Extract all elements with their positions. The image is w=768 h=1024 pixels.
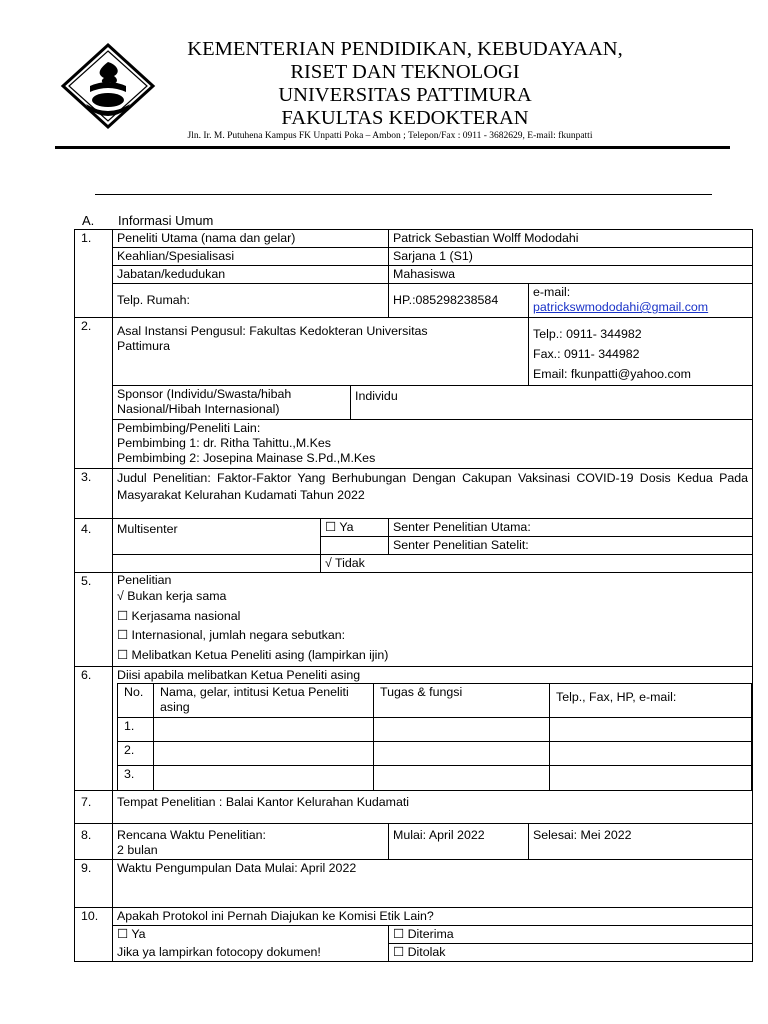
row-number: 8. (75, 824, 113, 860)
jabatan-label: Jabatan/kedudukan (113, 266, 389, 284)
waktu-mulai: Mulai: April 2022 (389, 824, 529, 860)
table-cell[interactable] (154, 766, 374, 790)
letterhead (0, 0, 768, 160)
email-cell (529, 284, 753, 318)
multisenter-label: Multisenter (113, 519, 321, 555)
instansi-email: Email: fkunpatti@yahoo.com (533, 367, 691, 381)
row-number: 9. (75, 860, 113, 908)
jabatan-value: Mahasiswa (389, 266, 753, 284)
senter-satelit: Senter Penelitian Satelit: (389, 537, 753, 555)
option-internasional[interactable]: ☐ Internasional, jumlah negara sebutkan: (117, 628, 346, 642)
multisenter-tidak-checkbox[interactable]: √ Tidak (321, 555, 753, 573)
table-row-number: 2. (118, 742, 154, 766)
faculty-name: FAKULTAS KEDOKTERAN (281, 107, 529, 129)
protokol-ya-checkbox[interactable]: ☐ Ya (113, 926, 389, 944)
penelitian-cell (113, 573, 753, 667)
pembimbing-2: Pembimbing 2: Josepina Mainase S.Pd.,M.Kes (117, 451, 376, 465)
rencana-waktu-duration: 2 bulan (117, 843, 158, 857)
table-row-number: 3. (118, 766, 154, 790)
peneliti-label: Peneliti Utama (nama dan gelar) (113, 230, 389, 248)
peneliti-value: Patrick Sebastian Wolff Mododahi (389, 230, 753, 248)
table-cell[interactable] (374, 766, 550, 790)
keahlian-label: Keahlian/Spesialisasi (113, 248, 389, 266)
email-label: e-mail: (533, 285, 571, 299)
waktu-selesai: Selesai: Mei 2022 (529, 824, 753, 860)
section-title: Informasi Umum (118, 213, 214, 228)
pembimbing-cell (113, 420, 753, 469)
table-cell[interactable] (374, 742, 550, 766)
ministry-line-2: RISET DAN TEKNOLOGI (290, 61, 520, 83)
row-number: 2. (75, 318, 113, 469)
senter-utama: Senter Penelitian Utama: (389, 519, 753, 537)
table-row-number: 1. (118, 718, 154, 742)
sponsor-label-line-2: Nasional/Hibah Internasional) (117, 402, 280, 416)
rencana-waktu (113, 824, 389, 860)
header-divider (55, 146, 730, 149)
row-number: 6. (75, 667, 113, 791)
table-cell[interactable] (374, 718, 550, 742)
sponsor-value: Individu (351, 386, 753, 420)
table-cell[interactable] (550, 718, 752, 742)
tempat-penelitian: Tempat Penelitian : Balai Kantor Kelurahan Kudamati (113, 791, 753, 824)
asal-instansi (113, 318, 529, 386)
waktu-pengumpulan: Waktu Pengumpulan Data Mulai: April 2022 (113, 860, 753, 908)
university-name: UNIVERSITAS PATTIMURA (278, 84, 532, 106)
ministry-line-1: KEMENTERIAN PENDIDIKAN, KEBUDAYAAN, (187, 38, 623, 60)
col-nama (154, 684, 374, 718)
col-nama-line-1: Nama, gelar, intitusi Ketua Peneliti (160, 685, 349, 699)
instansi-telp: Telp.: 0911- 344982 (533, 327, 642, 341)
protokol-ditolak-checkbox[interactable]: ☐ Ditolak (389, 944, 753, 962)
table-cell[interactable] (550, 742, 752, 766)
protokol-note: Jika ya lampirkan fotocopy dokumen! (113, 944, 389, 962)
ketua-asing-cell (113, 667, 753, 791)
instansi-contact (529, 318, 753, 386)
row-number: 3. (75, 469, 113, 519)
row-number: 10. (75, 908, 113, 962)
ketua-asing-table (117, 683, 752, 790)
col-nama-line-2: asing (160, 700, 190, 714)
multisenter-spacer (321, 537, 389, 555)
instansi-fax: Fax.: 0911- 344982 (533, 347, 640, 361)
row-number: 7. (75, 791, 113, 824)
section-letter: A. (82, 213, 95, 228)
email-link[interactable]: patrickswmododahi@gmail.com (533, 300, 709, 314)
col-no: No. (118, 684, 154, 718)
address-line: Jln. Ir. M. Putuhena Kampus FK Unpatti Poka – Ambon ; Telepon/Fax : 0911 - 3682629, E-mail: fkunpatti (187, 131, 593, 141)
protocol-form (74, 229, 753, 962)
telp-rumah-label: Telp. Rumah: (113, 284, 389, 318)
table-cell[interactable] (550, 766, 752, 790)
sponsor-label-line-1: Sponsor (Individu/Swasta/hibah (117, 387, 292, 401)
judul-penelitian: Judul Penelitian: Faktor-Faktor Yang Berhubungan Dengan Cakupan Vaksinasi COVID-19 Dosis Kedua Pada Masyarakat Kelurahan Kudamati Tahun 2022 (113, 469, 753, 519)
table-cell[interactable] (154, 718, 374, 742)
row-number: 5. (75, 573, 113, 667)
penelitian-label: Penelitian (117, 573, 172, 587)
pembimbing-1: Pembimbing 1: dr. Ritha Tahittu.,M.Kes (117, 436, 331, 450)
rencana-waktu-label: Rencana Waktu Penelitian: (117, 828, 267, 842)
institution-name (150, 38, 660, 130)
sponsor-label (113, 386, 351, 420)
title-line (95, 194, 712, 195)
university-logo (60, 42, 156, 130)
asal-instansi-line-2: Pattimura (117, 339, 171, 353)
option-kerjasama-nasional[interactable]: ☐ Kerjasama nasional (117, 608, 241, 623)
protokol-diterima-checkbox[interactable]: ☐ Diterima (389, 926, 753, 944)
ketua-asing-label: Diisi apabila melibatkan Ketua Peneliti asing (117, 668, 361, 682)
col-tugas: Tugas & fungsi (374, 684, 550, 718)
pembimbing-title: Pembimbing/Peneliti Lain: (117, 421, 261, 435)
protokol-question: Apakah Protokol ini Pernah Diajukan ke Komisi Etik Lain? (113, 908, 753, 926)
row-number: 1. (75, 230, 113, 318)
option-bukan-kerja-sama[interactable]: √ Bukan kerja sama (117, 589, 227, 603)
multisenter-blank (113, 555, 321, 573)
asal-instansi-line-1: Asal Instansi Pengusul: Fakultas Kedokteran Universitas (117, 324, 428, 338)
keahlian-value: Sarjana 1 (S1) (389, 248, 753, 266)
col-telp: Telp., Fax, HP, e-mail: (550, 684, 752, 718)
option-ketua-asing[interactable]: ☐ Melibatkan Ketua Peneliti asing (lampirkan ijin) (117, 647, 389, 662)
hp-value: HP.:085298238584 (389, 284, 529, 318)
table-cell[interactable] (154, 742, 374, 766)
multisenter-ya-checkbox[interactable]: ☐ Ya (321, 519, 389, 537)
row-number: 4. (75, 519, 113, 573)
